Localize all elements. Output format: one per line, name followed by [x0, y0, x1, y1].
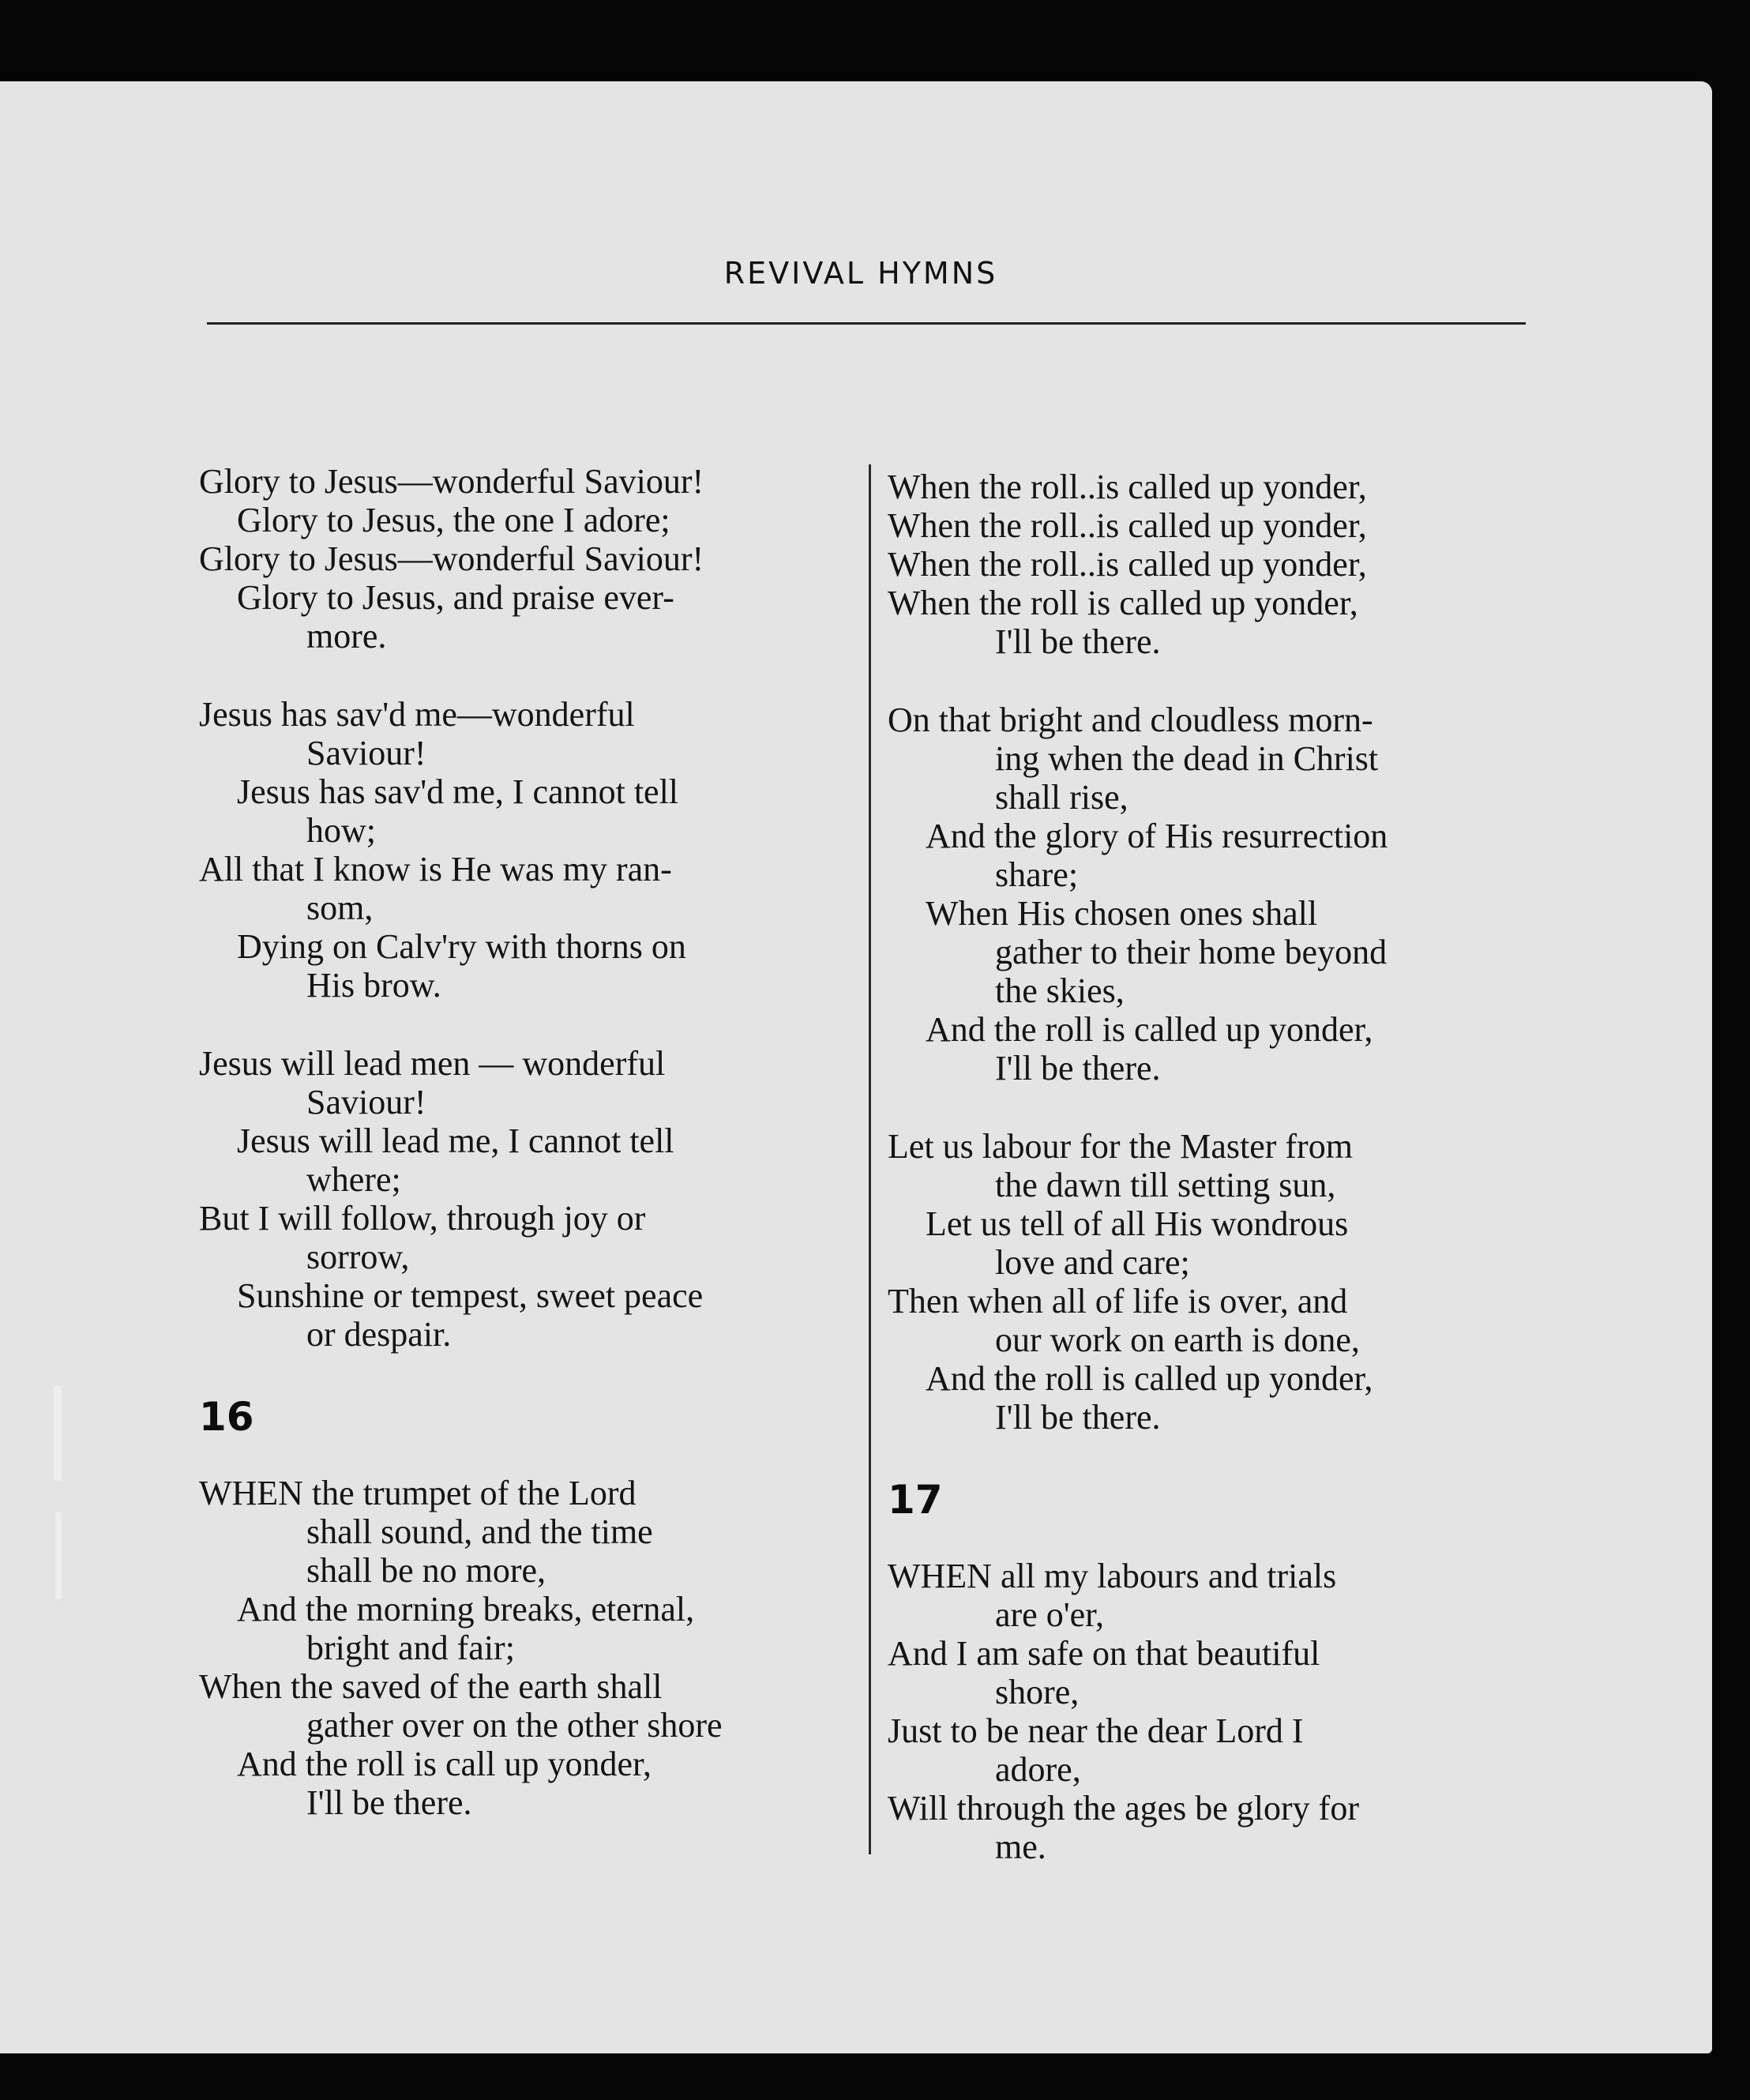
verse-line: shore,	[995, 1673, 1080, 1711]
verse-line: Just to be near the dear Lord I	[888, 1711, 1304, 1750]
verse-line: Jesus will lead me, I cannot tell	[237, 1121, 674, 1160]
verse-line: love and care;	[995, 1243, 1190, 1282]
verse-line: On that bright and cloudless morn-	[888, 701, 1373, 739]
verse-line: And the roll is called up yonder,	[926, 1359, 1373, 1398]
right-column	[888, 468, 1543, 1866]
stanza-gap	[888, 661, 1543, 701]
stanza	[199, 695, 854, 1005]
hymn-first-stanza	[199, 1474, 854, 1822]
verse-line: Then when all of life is over, and	[888, 1282, 1348, 1320]
verse-line: the skies,	[995, 971, 1125, 1010]
hymn-first-stanza	[888, 1557, 1543, 1866]
verse-line: shall be no more,	[306, 1551, 546, 1590]
verse-line: gather to their home beyond	[995, 933, 1388, 971]
verse-line: shall sound, and the time	[306, 1512, 653, 1551]
verse-line: But I will follow, through joy or	[199, 1199, 646, 1238]
verse-line: Glory to Jesus, the one I adore;	[237, 501, 670, 539]
verse-line: All that I know is He was my ran-	[199, 850, 672, 888]
verse-line: Jesus has sav'd me, I cannot tell	[237, 772, 679, 811]
verse-line: When the roll..is called up yonder,	[888, 506, 1367, 545]
verse-line: Let us labour for the Master from	[888, 1127, 1353, 1166]
verse-line: When the roll is called up yonder,	[888, 584, 1358, 622]
verse-line: Saviour!	[306, 1083, 426, 1121]
verse-line: I'll be there.	[995, 1049, 1161, 1088]
stanza-gap	[888, 1088, 1543, 1127]
verse-line: how;	[306, 811, 376, 850]
verse-line: sorrow,	[306, 1238, 410, 1276]
verse-line: Sunshine or tempest, sweet peace	[237, 1276, 704, 1315]
verse-line: I'll be there.	[306, 1783, 472, 1822]
verse-line: where;	[306, 1160, 401, 1199]
verse-line: When the roll..is called up yonder,	[888, 468, 1367, 506]
verse-line: And the morning breaks, eternal,	[237, 1590, 695, 1629]
stanza	[888, 468, 1543, 661]
verse-line: me.	[995, 1828, 1046, 1866]
verse-line: Will through the ages be glory for	[888, 1789, 1359, 1828]
binding-mark	[55, 1512, 62, 1599]
running-header: REVIVAL HYMNS	[723, 256, 998, 291]
verse-line: WHEN the trumpet of the Lord	[199, 1474, 637, 1512]
header-rule	[207, 322, 1526, 325]
verse-line: or despair.	[306, 1315, 452, 1354]
verse-line: som,	[306, 888, 374, 927]
stanza-gap	[199, 656, 854, 695]
verse-line: Jesus will lead men — wonderful	[199, 1044, 666, 1083]
verse-line: Saviour!	[306, 734, 426, 772]
binding-mark	[54, 1386, 62, 1481]
verse-line: I'll be there.	[995, 1398, 1161, 1437]
column-divider	[869, 464, 871, 1854]
verse-line: gather over on the other shore	[306, 1706, 723, 1745]
verse-line: adore,	[995, 1750, 1081, 1789]
verse-line: the dawn till setting sun,	[995, 1166, 1336, 1204]
stanza	[199, 1044, 854, 1354]
verse-line: Jesus has sav'd me—wonderful	[199, 695, 635, 734]
stanza	[888, 1127, 1543, 1437]
verse-line: Dying on Calv'ry with thorns on	[237, 927, 686, 966]
stanza	[888, 701, 1543, 1088]
verse-line: share;	[995, 855, 1079, 894]
verse-line: And the roll is called up yonder,	[926, 1010, 1373, 1049]
stanza	[199, 462, 854, 656]
verse-line: our work on earth is done,	[995, 1320, 1360, 1359]
verse-line: And the roll is call up yonder,	[237, 1745, 652, 1783]
verse-line: And the glory of His resurrection	[926, 817, 1388, 855]
verse-line: more.	[306, 617, 387, 656]
stanza-gap	[199, 1005, 854, 1044]
verse-line: Glory to Jesus—wonderful Saviour!	[199, 539, 704, 578]
verse-line: I'll be there.	[995, 622, 1161, 661]
verse-line: shall rise,	[995, 778, 1128, 817]
hymn-number: 17	[888, 1477, 943, 1523]
verse-line: bright and fair;	[306, 1629, 515, 1667]
verse-line: When the saved of the earth shall	[199, 1667, 663, 1706]
hymn-number: 16	[199, 1394, 254, 1440]
left-column	[199, 462, 854, 1822]
verse-line: When His chosen ones shall	[926, 894, 1318, 933]
verse-line: When the roll..is called up yonder,	[888, 545, 1367, 584]
verse-line: ing when the dead in Christ	[995, 739, 1379, 778]
verse-line: Glory to Jesus, and praise ever-	[237, 578, 674, 617]
verse-line: WHEN all my labours and trials	[888, 1557, 1337, 1595]
verse-line: Glory to Jesus—wonderful Saviour!	[199, 462, 704, 501]
verse-line: are o'er,	[995, 1595, 1105, 1634]
verse-line: And I am safe on that beautiful	[888, 1634, 1320, 1673]
verse-line: His brow.	[306, 966, 441, 1005]
verse-line: Let us tell of all His wondrous	[926, 1204, 1349, 1243]
